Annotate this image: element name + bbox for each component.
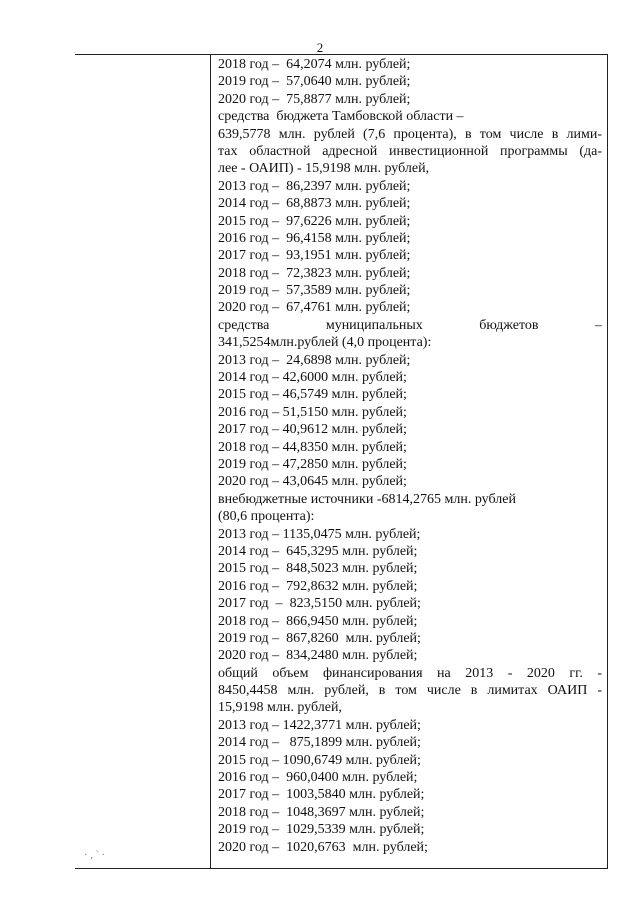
text-line: 2019 год – 867,8260 млн. рублей; [218,630,421,646]
text-line: 8450,4458 млн. рублей, в том числе в лимитах ОАИП - [218,683,602,699]
text-line: 341,5254млн.рублей (4,0 процента): [218,335,432,351]
text-line: 2017 год – 1003,5840 млн. рублей; [218,787,425,803]
text-line: средства бюджета Тамбовской области – [218,109,464,125]
text-line: 2015 год – 97,6226 млн. рублей; [218,213,411,229]
text-line: 2013 год – 86,2397 млн. рублей; [218,178,411,194]
text-line: 2020 год – 67,4761 млн. рублей; [218,300,411,316]
text-line: 2020 год – 1020,6763 млн. рублей; [218,839,428,855]
text-line: 2014 год – 68,8873 млн. рублей; [218,196,411,212]
page-number: 2 [316,40,324,55]
text-line: 2018 год – 72,3823 млн. рублей; [218,265,411,281]
text-line: 2016 год – 792,8632 млн. рублей; [218,578,418,594]
text-line: 2016 год – 960,0400 млн. рублей; [218,770,418,786]
text-line: 2014 год – 645,3295 млн. рублей; [218,543,418,559]
text-line: (80,6 процента): [218,509,315,525]
text-line: 2013 год – 24,6898 млн. рублей; [218,352,411,368]
text-line: средства муниципальных бюджетов – [218,317,602,333]
text-line: общий объем финансирования на 2013 - 2020 гг. - [218,665,602,681]
text-line: тах областной адресной инвестиционной программы (да- [218,143,602,159]
text-line: 2017 год – 93,1951 млн. рублей; [218,248,411,264]
text-line: 15,9198 млн. рублей, [218,700,342,716]
text-line: 2015 год – 848,5023 млн. рублей; [218,561,418,577]
text-line: 2020 год – 834,2480 млн. рублей; [218,648,418,664]
text-line: лее - ОАИП) - 15,9198 млн. рублей, [218,161,430,177]
text-line: 2019 год – 57,3589 млн. рублей; [218,283,411,299]
text-line: 2019 год – 1029,5339 млн. рублей; [218,822,425,838]
text-line: 2020 год – 75,8877 млн. рублей; [218,91,411,107]
text-line: внебюджетные источники -6814,2765 млн. рублей [218,491,516,507]
text-line: 2014 год – 42,6000 млн. рублей; [218,370,407,386]
text-line: 2018 год – 64,2074 млн. рублей; [218,57,411,72]
text-line: 2016 год – 51,5150 млн. рублей; [218,404,407,420]
text-line: 2018 год – 1048,3697 млн. рублей; [218,804,425,820]
text-line: 2019 год – 47,2850 млн. рублей; [218,456,407,472]
scan-specks: · ‚ ` · [84,850,105,861]
text-line: 2018 год – 866,9450 млн. рублей; [218,613,418,629]
text-line: 2017 год – 40,9612 млн. рублей; [218,422,407,438]
text-line: 2017 год – 823,5150 млн. рублей; [218,596,421,612]
text-line: 2015 год – 46,5749 млн. рублей; [218,387,407,403]
text-line: 2013 год – 1135,0475 млн. рублей; [218,526,421,542]
text-line: 2018 год – 44,8350 млн. рублей; [218,439,407,455]
text-line: 2015 год – 1090,6749 млн. рублей; [218,752,421,768]
text-line: 2020 год – 43,0645 млн. рублей; [218,474,407,490]
text-line: 2013 год – 1422,3771 млн. рублей; [218,717,421,733]
text-line: 639,5778 млн. рублей (7,6 процента), в том числе в лими- [218,126,602,142]
text-line: 2016 год – 96,4158 млн. рублей; [218,230,411,246]
funding-text-cell [218,56,602,856]
text-line: 2014 год – 875,1899 млн. рублей; [218,735,421,751]
column-divider [210,54,211,868]
text-line: 2019 год – 57,0640 млн. рублей; [218,74,411,90]
